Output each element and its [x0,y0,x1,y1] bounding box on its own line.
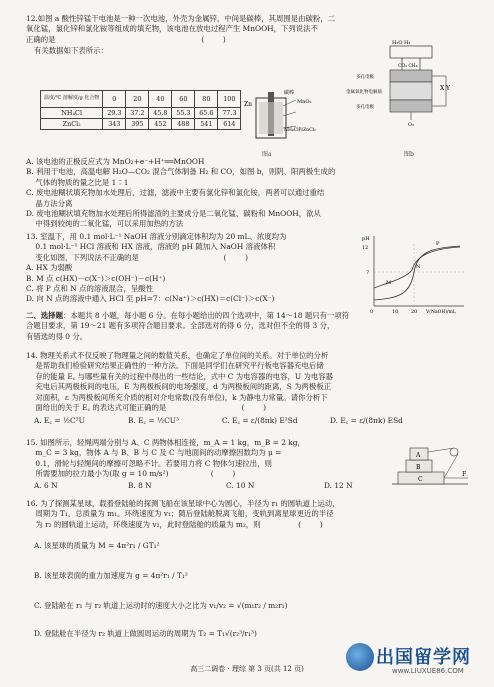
table-cell: 395 [126,119,149,130]
q15-pulley-figure [388,440,472,490]
fig-b-label: O₂ [408,122,415,128]
table-cell: 452 [149,119,172,130]
table-row [41,108,241,119]
table-header-cell: 20 [126,91,149,108]
svg-text:X: X [440,85,445,92]
table-header-corner: 温度/℃ 溶解度/g 化合物 [41,91,103,108]
q14-stem: 14. 物理关系式不仅反映了物理量之间的数值关系，也确定了单位间的关系。对于单位的分析 是帮助我们检验研究结果正确性的一种方法。下面是同学们在研究平行板电容器充电后储 存的能量 E꜀ 与哪些量有关的过程中得出的一些结论，式中 C 为电容器的电容，U 为电容器 充电后其两极板间的电压，E 为两极板间的电场强度，d 为两极板间的距离，S 为两极板正 对面积，ε 为两极板间所充介质的相对介电常数(没有单位)，k 为静电力常量。请你分析下 面给出的关于 E꜀ 的表达式可能正确的是 ( ) [26,351,334,413]
graph-label: 20 [411,309,418,315]
figure-b-caption: 图b [404,151,414,158]
q16-option-c: C. 登陆舱在 r₁ 与 r₂ 轨道上运动时的速度大小之比为 v₁/v₂ = √(m₁r₂ / m₂r₁) [34,601,288,610]
fig-a-label: NH₄Cl和ZnCl₂ [284,128,316,133]
fig-b-label: CO₂ CH₄ [398,64,418,69]
q15-stem: 15. 如图所示，轻绳两端分别与 A、C 两物体相连接，m_A = 1 kg，m_B = 2 kg， m_C = 3 kg，物体 A 与 B、B 与 C 及 C 与地面间的动摩擦因数均为 μ = 0.1，滑轮与轻绳间的摩擦可忽略不计。若要用力将 C 物体匀速拉出，则 所需要加的拉力最小为(取 g = 10 m/s²) ( ) [26,438,305,479]
q14-option-d: D. E꜀ = ε/(8πk) ESd [330,416,403,425]
q15-option-c: C. 10 N [226,481,255,490]
q14-option-a: A. E꜀ = ½C²U [34,416,85,425]
fig-a-label: Zn [244,101,253,108]
fig-b-label: 多孔电极 [356,75,374,80]
table-cell: 29.3 [103,108,126,119]
fig-b-label: H₂O H₂ [392,40,411,46]
figure-a-battery [238,84,322,150]
q12-stem: 12.如图 a 酸性锌锰干电池是一种一次电池，外壳为金属锌，中间是碳棒，其周围是由碳粉，二 氧化锰，氯化锌和氯化铵等组成的填充物，该电池在放电过程产生 MnOOH，下列说法不 正确的是 ( ) [26,14,336,44]
q15-option-b: B. 8 N [128,481,152,490]
table-cell: 614 [218,119,241,130]
fig-a-label: MnO₂ [297,99,312,105]
fig-a-label: 碳棒 [284,90,295,96]
table-cell: 77.3 [218,108,241,119]
graph-label: 0 [370,309,374,315]
q13-stem: 13. 室温下，用 0.1 mol·L⁻¹ NaOH 溶液分别滴定体积均为 20 mL、浓度均为 0.1 mol·L⁻¹ HCl 溶液和 HX 溶液，溶液的 pH 随加入 NaOH 溶液体积 变化如图，下列说法不正确的是 ( ) A. HX 为弱酸 B. M 点 c(HX)－c(X⁻)＞c(OH⁻)－c(H⁺) C. 将 P 点和 N 点的溶液混合，呈酸性 D. 向 N 点的溶液中通入 HCl 至 pH=7：c(Na⁺)＞c(HX)＝c(Cl⁻)＞c(X⁻) [26,232,287,304]
graph-label: V(NaOH)/mL [426,310,456,315]
q12-options: A. 该电池的正极反应式为 MnO₂+e⁻+H⁺══MnOOH B. 利用干电池，高温电解 H₂O—CO₂ 混合气体制备 H₂ 和 CO，如图 b，则阴、阳两极生成的 气体的物质的量之比是 1∶1 C. 废电池糊状填充物加水处理后，过滤，滤液中主要有氯化锌和氯化铵，两者可以通过重结 晶方法分离 D. 废电池糊状填充物加水处理后所得滤渣的主要成分是二氧化锰、碳粉和 MnOOH，欲从 中得到较纯的二氧化锰，可以采用加热的方法 [26,157,336,229]
table-header-cell: 40 [149,91,172,108]
graph-label: 7 [366,270,370,276]
q16-stem: 16. 为了探测某星球，载着登陆舱的探测飞船在该星球中心为圆心，半径为 r₁ 的圆轨道上运动， 周期为 T₁，总质量为 m₁。环绕速度为 v₁；随后登陆舱脱离飞船，变轨到离星球更近的半径 为 r₂ 的圆轨道上运动，环绕速度为 v₂，此时登陆舱的质量为 m₂，则 ( ) [26,499,340,529]
fig-b-label: 金属氧化物电解质 [346,90,382,95]
graph-label: M [386,280,392,286]
globe-icon [346,643,374,671]
table-header-cell: 100 [218,91,241,108]
table-cell: 65.6 [195,108,218,119]
graph-label: P [436,241,440,247]
figure-a-caption: 图a [262,151,272,158]
q14-option-b: B. E꜀ = ½CU³ [128,416,179,425]
table-cell: 541 [195,119,218,130]
watermark-title: 出国留学网 [376,647,471,668]
q16-option-d: D. 登陆舱在半径为 r₂ 轨道上做圆周运动的周期为 T₂ = T₁√(r₂³/r₁³) [34,629,257,638]
table-cell: 488 [172,119,195,130]
q12-data-caption: 有关数据如下表所示： [34,46,108,55]
section-2-intro: 二、选择题：本题共 8 小题，每小题 6 分。在每小题给出的四个选项中，第 14～18 题只有一项符 合题目要求，第 19～21 题有多项符合题目要求。全部选对的得 6 分，选对但不全的得 3 分， 有错选的得 0 分。 [26,311,350,341]
table-row [41,119,241,130]
table-cell: 45.8 [149,108,172,119]
figure-b-electrolysis [346,40,464,156]
q15-option-d: D. 12 N [324,481,353,490]
table-header-cell: 0 [103,91,126,108]
q16-option-b: B. 该星球表面的重力加速度为 g = 4π²r₁ / T₁² [34,571,188,580]
graph-label: 12 [362,245,369,251]
table-cell: 37.2 [126,108,149,119]
graph-label: 10 [392,309,399,315]
fig-b-label: 多孔电极 [356,105,374,110]
graph-label: N [416,264,421,270]
q13-ph-graph [360,232,470,316]
q16-option-a: A. 该星球的质量为 M = 4π²r₁ / GT₁² [34,541,160,550]
solubility-table [40,90,241,130]
q15-option-a: A. 6 N [34,481,58,490]
table-header-cell: 60 [172,91,195,108]
table-cell: 343 [103,119,126,130]
fig-label: F [462,471,467,478]
table-header-cell: 80 [195,91,218,108]
watermark-logo [346,641,486,681]
graph-label: pH [362,236,370,242]
q14-option-c: C. E꜀ = ε/(8πk) E²Sd [222,416,298,425]
table-cell: ZnCl₂ [41,119,103,130]
page-footer: 高三二调卷 · 理综 第 3 页(共 12 页) [190,665,304,673]
watermark-url: www.LIUXUE86.COM [392,667,464,675]
fig-label: A [416,452,421,459]
table-cell: 55.3 [172,108,195,119]
svg-text:Y: Y [446,85,450,92]
table-cell: NH₄Cl [41,108,103,119]
fig-label: C [418,476,423,483]
fig-label: B [416,464,421,471]
